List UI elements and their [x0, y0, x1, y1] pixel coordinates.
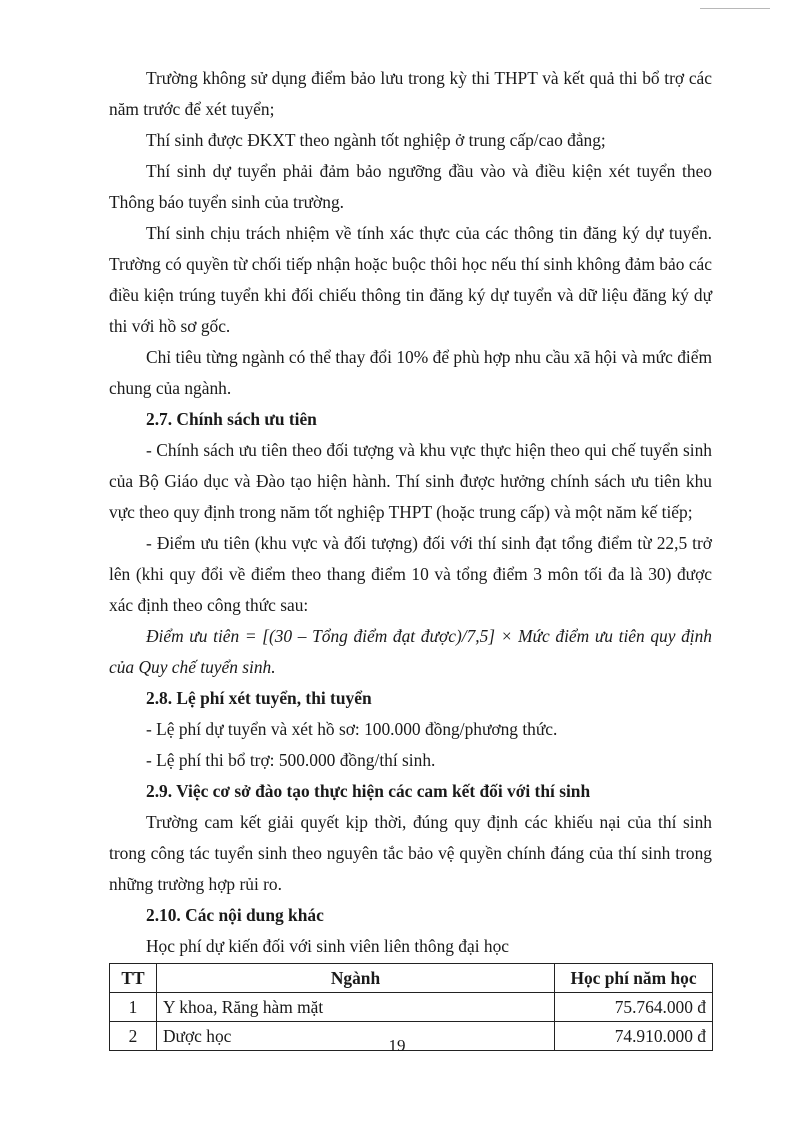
table-header-row	[110, 964, 713, 993]
section-heading-2-7: 2.7. Chính sách ưu tiên	[146, 409, 317, 429]
row-major: Dược học	[157, 1022, 555, 1051]
fee-item-1: - Lệ phí dự tuyển và xét hồ sơ: 100.000 đồng/phương thức.	[146, 719, 558, 739]
row-major: Y khoa, Răng hàm mặt	[157, 993, 555, 1022]
page-number: 19	[388, 1036, 406, 1055]
row-number: 2	[110, 1022, 157, 1051]
priority-formula: Điểm ưu tiên = [(30 – Tổng điểm đạt được)/7,5] × Mức điểm ưu tiên quy định của Quy chế tuyển sinh.	[109, 626, 712, 677]
row-tuition: 75.764.000 đ	[555, 993, 713, 1022]
paragraph-registration: Thí sinh được ĐKXT theo ngành tốt nghiệp ở trung cấp/cao đẳng;	[146, 130, 606, 150]
column-header-tt: TT	[110, 964, 157, 993]
row-tuition: 74.910.000 đ	[555, 1022, 713, 1051]
priority-policy-item-1: - Chính sách ưu tiên theo đối tượng và khu vực thực hiện theo qui chế tuyển sinh của Bộ Giáo dục và Đào tạo hiện hành. Thí sinh được hưởng chính sách ưu tiên khu vực theo quy định trong năm tốt nghiệp THPT (hoặc trung cấp) và một năm kế tiếp;	[109, 440, 712, 522]
column-header-tuition: Học phí năm học	[555, 964, 713, 993]
tuition-table-caption: Học phí dự kiến đối với sinh viên liên thông đại học	[146, 936, 510, 956]
table-row	[110, 993, 713, 1022]
page-content	[109, 63, 712, 1051]
section-heading-2-9: 2.9. Việc cơ sở đào tạo thực hiện các cam kết đối với thí sinh	[146, 781, 591, 801]
paragraph-quota: Chỉ tiêu từng ngành có thể thay đổi 10% để phù hợp nhu cầu xã hội và mức điểm chung của ngành.	[109, 347, 712, 398]
commitment-paragraph: Trường cam kết giải quyết kịp thời, đúng quy định các khiếu nại của thí sinh trong công tác tuyển sinh theo nguyên tắc bảo vệ quyền chính đáng của thí sinh trong những trường hợp rủi ro.	[109, 812, 712, 894]
paragraph-reserved-scores: Trường không sử dụng điểm bảo lưu trong kỳ thi THPT và kết quả thi bổ trợ các năm trước để xét tuyển;	[109, 68, 712, 119]
priority-policy-item-2: - Điểm ưu tiên (khu vực và đối tượng) đối với thí sinh đạt tổng điểm từ 22,5 trở lên (khi quy đổi về điểm theo thang điểm 10 và tổng điểm 3 môn tối đa là 30) được xác định theo công thức sau:	[109, 533, 712, 615]
section-heading-2-10: 2.10. Các nội dung khác	[146, 905, 324, 925]
paragraph-threshold: Thí sinh dự tuyển phải đảm bảo ngưỡng đầu vào và điều kiện xét tuyển theo Thông báo tuyển sinh của trường.	[109, 161, 712, 212]
scan-mark	[700, 8, 770, 9]
fee-item-2: - Lệ phí thi bổ trợ: 500.000 đồng/thí sinh.	[146, 750, 436, 770]
section-heading-2-8: 2.8. Lệ phí xét tuyển, thi tuyển	[146, 688, 372, 708]
paragraph-responsibility: Thí sinh chịu trách nhiệm về tính xác thực của các thông tin đăng ký dự tuyển. Trường có quyền từ chối tiếp nhận hoặc buộc thôi học nếu thí sinh không đảm bảo các điều kiện trúng tuyển khi đối chiếu thông tin đăng ký dự tuyển và dữ liệu đăng ký dự thi với hồ sơ gốc.	[109, 223, 712, 336]
row-number: 1	[110, 993, 157, 1022]
column-header-major: Ngành	[157, 964, 555, 993]
